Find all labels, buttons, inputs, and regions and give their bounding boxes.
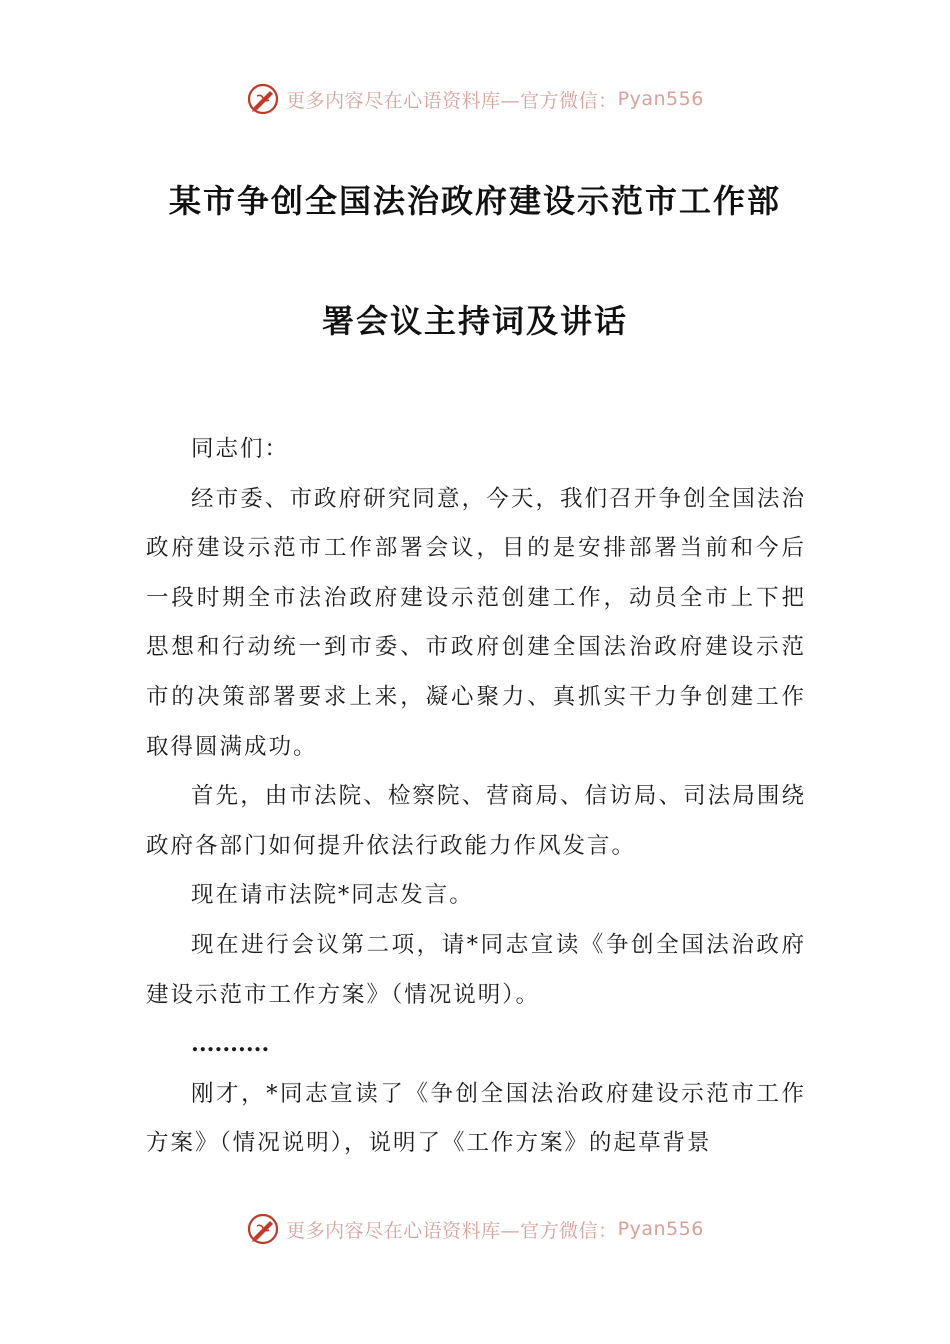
paragraph: 现在进行会议第二项，请*同志宣读《争创全国法治政府建设示范市工作方案》（情况说明）。 bbox=[146, 931, 806, 1008]
watermark-header bbox=[0, 82, 950, 116]
watermark-footer bbox=[0, 1212, 950, 1246]
pen-logo-icon bbox=[246, 1212, 280, 1246]
pen-logo-icon bbox=[246, 82, 280, 116]
watermark-wechat-id: Pyan556 bbox=[617, 88, 704, 110]
paragraph: 首先，由市法院、检察院、营商局、信访局、司法局围绕政府各部门如何提升依法行政能力作风发言。 bbox=[146, 783, 806, 859]
paragraph: 刚才，*同志宣读了《争创全国法治政府建设示范市工作方案》（情况说明），说明了《工作方案》的起草背景 bbox=[146, 1080, 806, 1157]
document-title-line-1: 某市争创全国法治政府建设示范市工作部 bbox=[168, 182, 781, 220]
watermark-wechat-id: Pyan556 bbox=[617, 1218, 704, 1240]
paragraph: 经市委、市政府研究同意，今天，我们召开争创全国法治政府建设示范市工作部署会议，目的是安排部署当前和今后一段时期全市法治政府建设示范创建工作，动员全市上下把思想和行动统一到市委、市政府创建全国法治政府建设示范市的决策部署要求上来，凝心聚力、真抓实干力争创建工作取得圆满成功。 bbox=[146, 485, 806, 760]
document-title-line-2: 署会议主持词及讲话 bbox=[321, 302, 628, 340]
paragraph: 现在请市法院*同志发言。 bbox=[191, 882, 474, 909]
watermark-text: 更多内容尽在心语资料库—官方微信： bbox=[286, 1219, 618, 1242]
paragraph: 同志们： bbox=[191, 436, 290, 462]
document-body bbox=[146, 425, 806, 1169]
ellipsis-marker: .......... bbox=[191, 1031, 270, 1058]
watermark-text: 更多内容尽在心语资料库—官方微信： bbox=[286, 89, 618, 112]
